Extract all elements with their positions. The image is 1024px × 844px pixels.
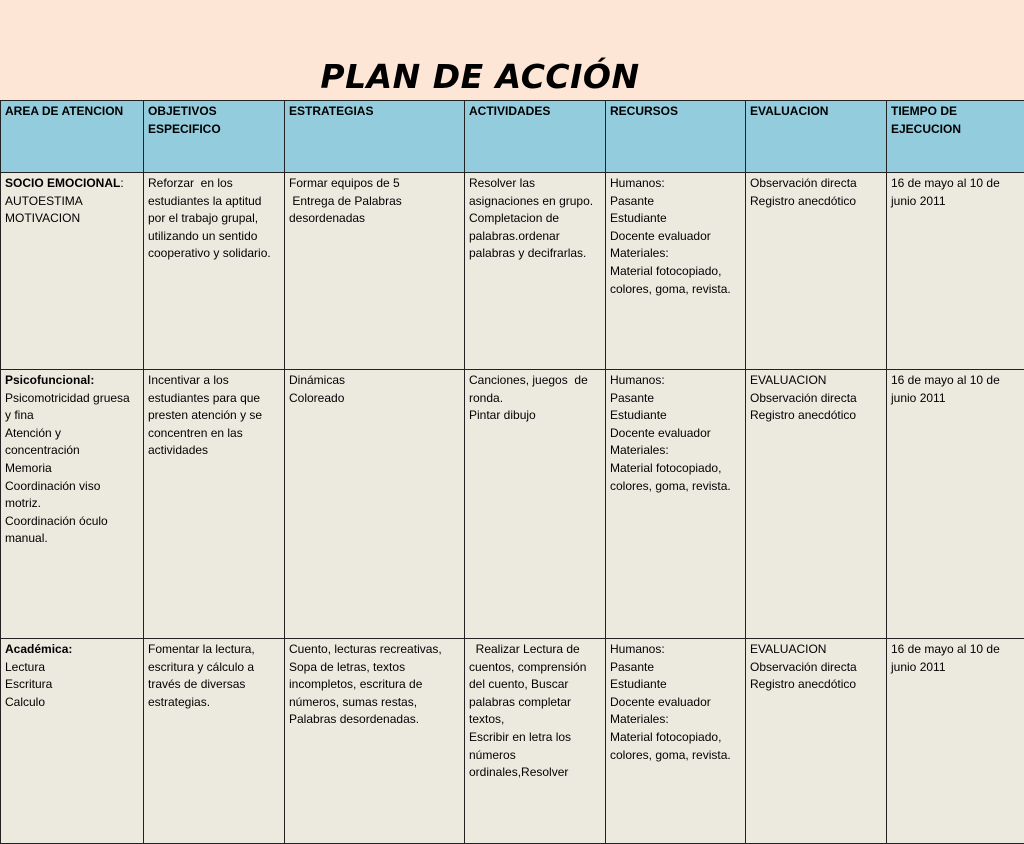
evaluacion-line: Registro anecdótico — [750, 676, 882, 694]
recursos-line: Estudiante — [610, 407, 741, 425]
recursos-line: Pasante — [610, 390, 741, 408]
header-estrategias: ESTRATEGIAS — [285, 101, 465, 173]
recursos-line: Docente evaluador — [610, 228, 741, 246]
recursos-line: Humanos: — [610, 372, 741, 390]
cell-recursos — [606, 173, 746, 370]
objetivos-line: Incentivar a los estudiantes para que presten atención y se concentren en las actividades — [148, 372, 280, 460]
actividades-line: Realizar Lectura de cuentos, comprensión del cuento, Buscar palabras completar textos, — [469, 641, 601, 729]
recursos-line: Materiales: — [610, 442, 741, 460]
area-line: Calculo — [5, 694, 139, 712]
cell-area — [1, 639, 144, 844]
cell-actividades — [465, 639, 606, 844]
cell-recursos — [606, 370, 746, 639]
actividades-line: Pintar dibujo — [469, 407, 601, 425]
cell-objetivos — [144, 370, 285, 639]
area-line: Coordinación viso motriz. — [5, 478, 139, 513]
cell-objetivos — [144, 173, 285, 370]
evaluacion-line: Observación directa — [750, 659, 882, 677]
cell-evaluacion — [746, 370, 887, 639]
cell-objetivos — [144, 639, 285, 844]
recursos-line: Pasante — [610, 659, 741, 677]
page-title: PLAN DE ACCIÓN — [0, 57, 960, 96]
recursos-line: Material fotocopiado, colores, goma, revista. — [610, 729, 741, 764]
area-title-line — [5, 175, 139, 193]
cell-area — [1, 173, 144, 370]
recursos-line: Pasante — [610, 193, 741, 211]
table-row — [1, 370, 1024, 639]
header-evaluacion: EVALUACION — [746, 101, 887, 173]
tiempo-line: 16 de mayo al 10 de junio 2011 — [891, 175, 1020, 210]
evaluacion-line: EVALUACION — [750, 372, 882, 390]
recursos-line: Estudiante — [610, 676, 741, 694]
evaluacion-line: Registro anecdótico — [750, 407, 882, 425]
recursos-line: Humanos: — [610, 175, 741, 193]
area-title: Psicofuncional: — [5, 373, 94, 387]
evaluacion-line: EVALUACION — [750, 641, 882, 659]
header-tiempo: TIEMPO DE EJECUCION — [887, 101, 1024, 173]
cell-evaluacion — [746, 173, 887, 370]
area-title: Académica: — [5, 642, 72, 656]
cell-recursos — [606, 639, 746, 844]
cell-tiempo — [887, 639, 1024, 844]
area-line: Coordinación óculo manual. — [5, 513, 139, 548]
area-title-suffix: : — [120, 176, 123, 190]
header-recursos: RECURSOS — [606, 101, 746, 173]
table-header-row — [1, 101, 1024, 173]
estrategias-line: Coloreado — [289, 390, 460, 408]
actividades-line: Completacion de palabras.ordenar palabras y decifrarlas. — [469, 210, 601, 263]
table-row — [1, 173, 1024, 370]
area-line: Lectura — [5, 659, 139, 677]
area-title-line — [5, 641, 139, 659]
cell-estrategias — [285, 370, 465, 639]
actividades-line: Canciones, juegos de ronda. — [469, 372, 601, 407]
area-line: Escritura — [5, 676, 139, 694]
tiempo-line: 16 de mayo al 10 de junio 2011 — [891, 372, 1020, 407]
header-objetivos: OBJETIVOS ESPECIFICO — [144, 101, 285, 173]
area-line: Memoria — [5, 460, 139, 478]
recursos-line: Docente evaluador — [610, 694, 741, 712]
recursos-line: Humanos: — [610, 641, 741, 659]
cell-area — [1, 370, 144, 639]
area-title: SOCIO EMOCIONAL — [5, 176, 120, 190]
estrategias-line: Entrega de Palabras desordenadas — [289, 193, 460, 228]
cell-estrategias — [285, 639, 465, 844]
evaluacion-line: Observación directa — [750, 175, 882, 193]
cell-actividades — [465, 370, 606, 639]
area-line: MOTIVACION — [5, 210, 139, 228]
evaluacion-line: Registro anecdótico — [750, 193, 882, 211]
header-area: AREA DE ATENCION — [1, 101, 144, 173]
objetivos-line: Fomentar la lectura, escritura y cálculo a través de diversas estrategias. — [148, 641, 280, 711]
header-actividades: ACTIVIDADES — [465, 101, 606, 173]
table-row — [1, 639, 1024, 844]
cell-actividades — [465, 173, 606, 370]
cell-tiempo — [887, 370, 1024, 639]
area-line: AUTOESTIMA — [5, 193, 139, 211]
actividades-line: ordinales,Resolver — [469, 764, 601, 782]
recursos-line: Materiales: — [610, 245, 741, 263]
estrategias-line: Cuento, lecturas recreativas, Sopa de letras, textos incompletos, escritura de números, sumas restas, Palabras desordenadas. — [289, 641, 460, 729]
area-line: Psicomotricidad gruesa y fina — [5, 390, 139, 425]
area-line: Atención y concentración — [5, 425, 139, 460]
action-plan-table — [0, 100, 1024, 844]
recursos-line: Estudiante — [610, 210, 741, 228]
actividades-line: Escribir en letra los números — [469, 729, 601, 764]
estrategias-line: Formar equipos de 5 — [289, 175, 460, 193]
objetivos-line: Reforzar en los estudiantes la aptitud por el trabajo grupal, utilizando un sentido cooperativo y solidario. — [148, 175, 280, 263]
recursos-line: Material fotocopiado, colores, goma, revista. — [610, 460, 741, 495]
estrategias-line: Dinámicas — [289, 372, 460, 390]
tiempo-line: 16 de mayo al 10 de junio 2011 — [891, 641, 1020, 676]
recursos-line: Materiales: — [610, 711, 741, 729]
cell-tiempo — [887, 173, 1024, 370]
area-title-line — [5, 372, 139, 390]
actividades-line: Resolver las asignaciones en grupo. — [469, 175, 601, 210]
evaluacion-line: Observación directa — [750, 390, 882, 408]
cell-evaluacion — [746, 639, 887, 844]
recursos-line: Docente evaluador — [610, 425, 741, 443]
cell-estrategias — [285, 173, 465, 370]
recursos-line: Material fotocopiado, colores, goma, revista. — [610, 263, 741, 298]
